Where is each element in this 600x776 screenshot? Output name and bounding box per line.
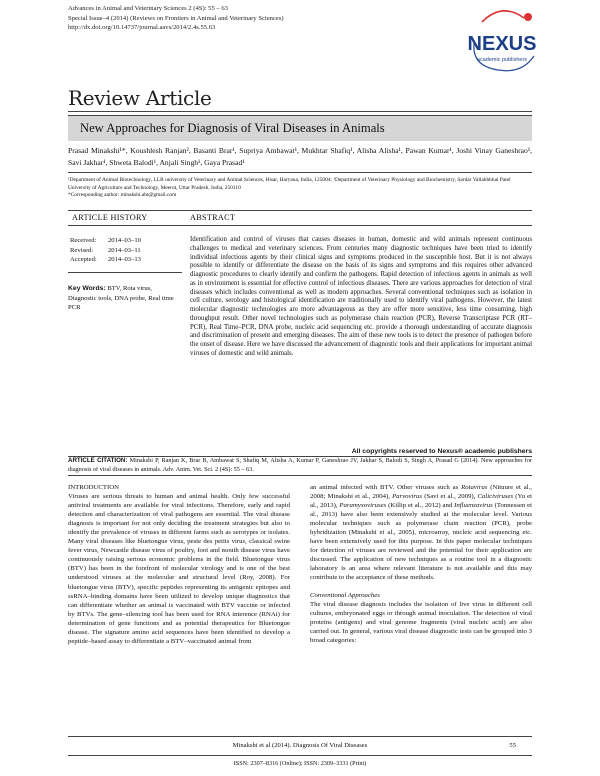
article-title: New Approaches for Diagnosis of Viral Diseases in Animals — [80, 121, 385, 135]
journal-header — [68, 4, 448, 33]
introduction-heading: INTRODUCTION — [68, 484, 119, 491]
affiliations — [68, 177, 532, 200]
taxon-name: Caliciviruses — [477, 493, 514, 501]
keywords-text: BTV, Rota virus, Diagnostic tools, DNA probe, Real time PCR — [68, 285, 174, 312]
citation-bottom-rule — [68, 475, 532, 476]
citation-label: ARTICLE CITATION: — [68, 457, 128, 464]
running-title: Minakshi et al (2014). Diagnosis Of Viral Diseases — [232, 742, 368, 749]
authors-rule — [68, 172, 532, 173]
history-date: 2014–03–11 — [108, 246, 141, 254]
keywords-label: Key Words: — [68, 285, 106, 292]
history-label: Revised: — [70, 246, 94, 254]
history-heading: ARTICLE HISTORY — [72, 213, 148, 222]
nexus-logo — [452, 4, 552, 76]
logo-wordmark: NEXUS — [467, 33, 537, 55]
history-rule — [68, 272, 182, 273]
sections-top-rule — [68, 210, 532, 211]
history-date: 2014–03–10 — [108, 237, 141, 244]
author-list: Prasad Minakshi¹*, Koushlesh Ranjan², Basanti Brar¹, Supriya Ambawat¹, Mukhtar Shafiq¹, Alisha Alisha¹, Pawan Kumar¹, Joshi Vinay Ganeshrao¹, Savi Jakhar¹, Shweta Balodi¹, Anjali Singh¹, Gaya Prasad¹ — [68, 146, 532, 167]
body-column-right — [310, 483, 532, 645]
paragraph — [310, 483, 532, 583]
body-column-left — [68, 483, 290, 646]
footer-rule-2 — [68, 755, 532, 756]
history-row — [68, 236, 180, 246]
corresponding-author: *Corresponding author: minakshi.abt@gmail.com — [68, 192, 177, 199]
copyright-notice: All copyrights reserved to Nexus® academic publishers — [351, 448, 532, 455]
taxon-name: Rotavirus — [461, 484, 488, 491]
history-row — [68, 255, 180, 265]
article-citation — [68, 457, 532, 474]
taxon-name: Paramyxoviruses — [339, 502, 387, 510]
logo-subtext: academic publishers — [476, 57, 528, 63]
affiliation-text: ¹Department of Animal Biotechnology, LLR university of Veterinary and Animal Sciences, Hisar, Haryana, India, 125004; ²Department of Veterinary Physiology and Biochemistry, Sardar Vallabhbhai Patel University of Agriculture and Technology, Meerut, Uttar Pradesh, India, 250110 — [68, 177, 511, 191]
text-run: (Nituure et al., 2008; Minakshi et al., 2004), — [310, 484, 532, 501]
citation-text: Minakshi P, Ranjan K, Brar B, Ambawat S, Shafiq M, Alisha A, Kumar P, Ganeshrao JV, Jakhar S, Balodi S, Singh A, Prasad G (2014). New approaches for diagnosis of viral diseases in animals. Adv. Anim. Vet. Sci. 2 (4S): 55 – 63. — [68, 457, 533, 473]
conventional-text: The viral disease diagnosis includes the isolation of live virus in different cell cultures, embryonated eggs or through animal inoculation. The detection of viral proteins (antigens) and viral genome fragments (viral nucleic acid) are also carried out. In general, various viral disease diagnostic tests can be grouped into 3 broad categories: — [310, 600, 532, 644]
footer-rule — [68, 736, 532, 737]
abstract-heading: ABSTRACT — [190, 213, 236, 222]
text-run: an animal infected with BTV. Other viruses such as — [310, 484, 462, 491]
special-issue-line: Special Issue–4 (2014) (Reviews on Frontiers in Animal and Veterinary Sciences) — [68, 14, 284, 22]
journal-line: Advances in Animal and Veterinary Sciences 2 (4S): 55 – 63 — [68, 5, 228, 12]
text-run: (Savi et al., 2009), — [422, 493, 478, 501]
text-run: (Tonnessen et al., 2013) have also been extensively studied at the molecular level. Various molecular techniques such as polymerase chain reaction (PCR), probe hybridization (Minakshi et al., 2005), microarray, nucleic acid sequencing etc. have been extensively used for this purpose. In this paper molecular techniques for detection of viruses are reviewed and the potential for their application are discussed. The application of new techniques as a routine tool in a diagnostic laboratory is an area where relevant literature is not available and this may contribute to the acceptance of these methods. — [310, 502, 532, 582]
article-type: Review Article — [68, 86, 212, 110]
history-date: 2014–03–13 — [108, 256, 141, 264]
history-label: Accepted: — [70, 256, 97, 264]
sections-heading-rule — [68, 225, 532, 226]
taxon-name: Parvovirus — [392, 493, 423, 501]
subsection-heading: Conventional Approaches — [310, 591, 380, 599]
page-number: 55 — [509, 742, 516, 749]
issn-line: ISSN: 2307–8316 (Online); ISSN: 2309–3331 (Print) — [233, 760, 367, 767]
history-label: Received: — [70, 237, 97, 244]
text-run: (Killip et al., 2012) and — [386, 502, 455, 510]
abstract-text: Identification and control of viruses that causes diseases in human, domestic and wild animals represent continuous challenges to medical and veterinary sciences. From centuries many diagnostic techniques have been tried to identify individual infectious agents by their clinical signs and symptoms produced in the susceptible host. But it is not always possible to identify or differentiate the disease on the basis of its signs and symptoms and this requires other advanced diagnostic procedures to clearly identify and confirm the pathogens. Rapid detection of infectious agents in animals as well as in environment is essential for effective control of infectious diseases. There are various approaches for detection of viral diseases which includes conventional as well as modern approaches. Several conventional techniques such as isolation in cell culture, serology and histological identification are traditionally used to identify viral pathogens. However, the latest molecular diagnostic technologies are more advantageous as they are offer more sensitive, less time consuming, high throughput result. Other novel technologies such as polymerase chain reaction (PCR), Reverse Transcriptase PCR (RT–PCR), Real Time–PCR, DNA probe, nucleic acid sequencing etc. provide a thorough understanding of accurate diagnosis and discrimination of present and emerging diseases. The aim of these new tools is to detect the presence of pathogen before the onset of disease. Here we have discussed the advancement of diagnostic tools and their applications for important animal viruses of domestic and wild animals. — [190, 236, 532, 357]
text-run: (Yu et al., 2013), — [310, 493, 532, 510]
taxon-name: Influenzavirus — [454, 502, 493, 510]
history-row — [68, 246, 180, 256]
article-history — [68, 236, 180, 265]
introduction-text: Viruses are serious threats to human and animal health. Only few successful antiviral treatments are available for viral infections. Therefore, early and rapid detection and characterization of viral pathogens are essential. The viral disease diagnosis is important for not only deciding the treatment strategies but also to identify the prevalence of viruses in different farms such as serotypes or isolates. Many viral diseases like bluetongue virus, peste des petits virus, classical swine fever virus, Newcastle disease virus of poultry, foot and mouth disease virus have continuously raising serious economic problems in the field. Bluetongue virus (BTV) has been in the forefront of molecular virology and is one of the best understood viruses at the molecular and structural level (Roy, 2008). For bluetongue virus (BTV), specific peptides representing its antigenic epitopes and ssRNA–binding domains have been utilized to develop unique diagnostics that can differentiate whether an animal is vaccinated with BTV vaccine or infected by BTVs. The gene–silencing tool has been used for RNA interence (RNAi) for determination of gene functions and as potential therapeutics for Bluetongue disease. The signature amino acid sequences have been identified to develop a peptide–based assay to differentiate a BTV–vaccinated animal from — [68, 493, 290, 645]
doi-link[interactable]: http://dx.doi.org/10.14737/journal.aavs/2014/2.4s.55.63 — [68, 24, 216, 32]
keywords — [68, 284, 182, 313]
